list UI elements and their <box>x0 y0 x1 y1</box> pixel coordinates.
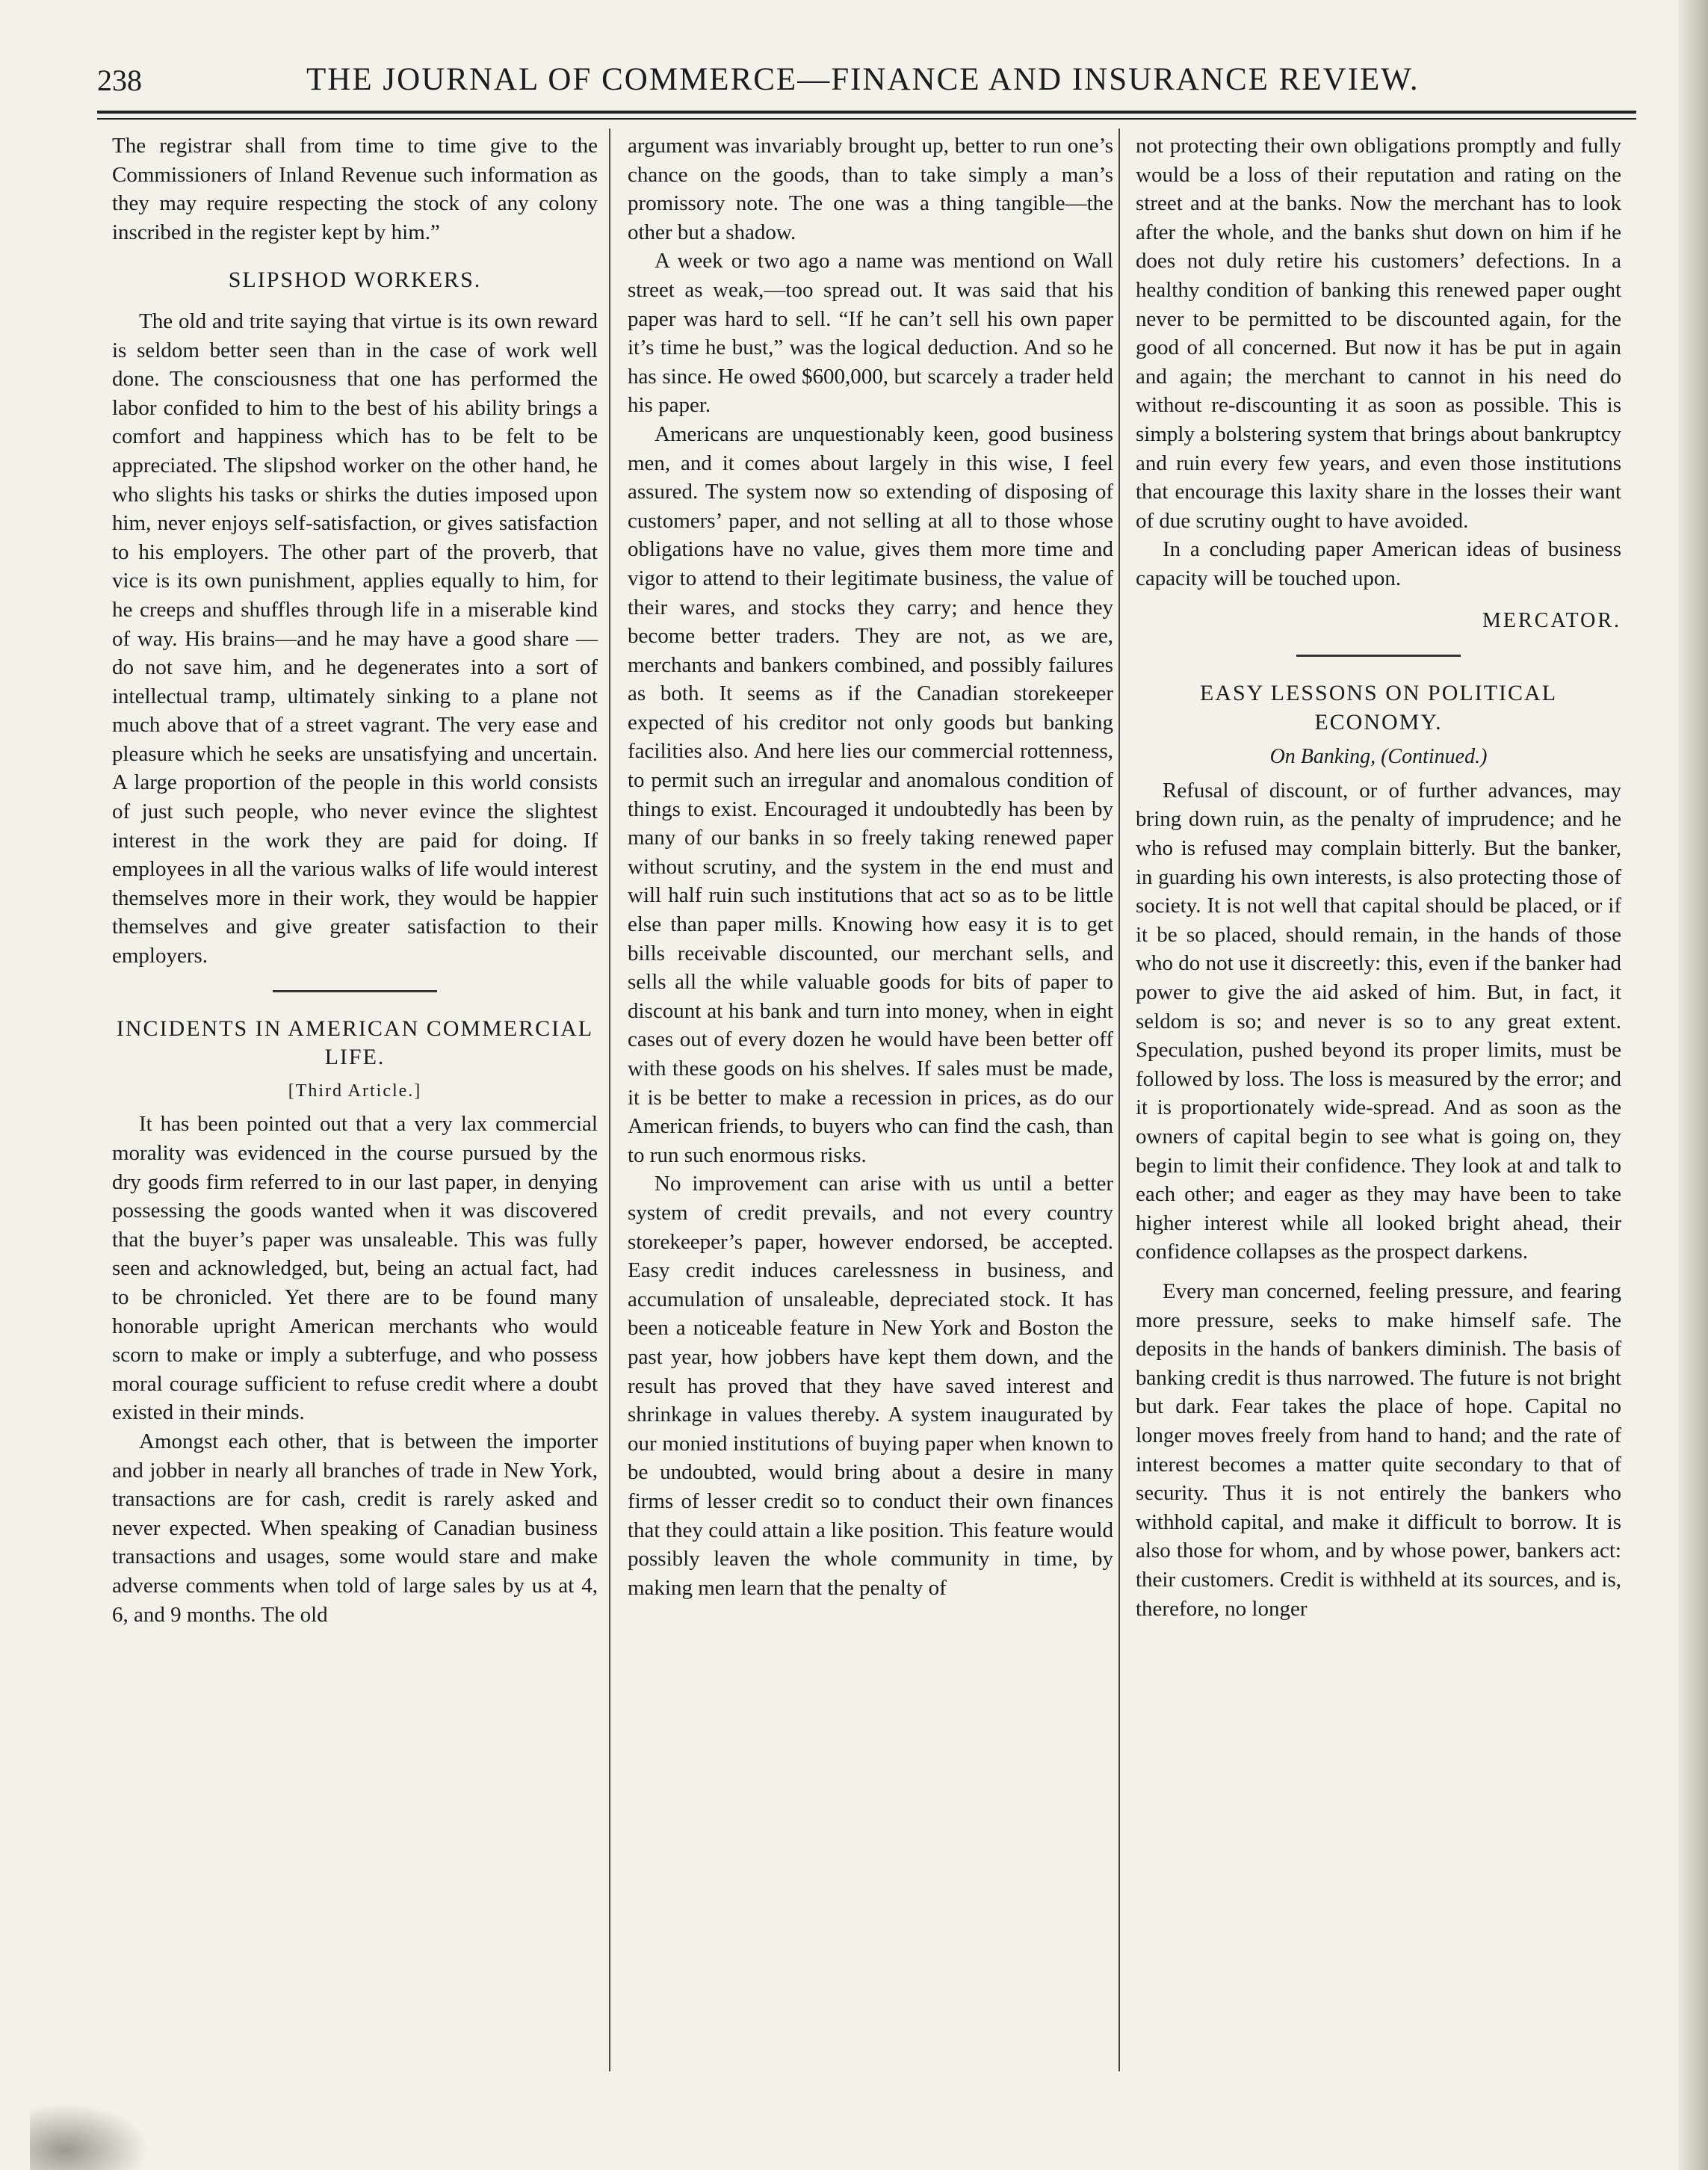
section-heading: INCIDENTS IN AMERICAN COMMERCIAL LIFE. <box>116 1016 594 1070</box>
page-edge-shadow <box>1678 0 1708 2170</box>
author-signature: MERCATOR. <box>1482 608 1621 632</box>
paragraph: Amongst each other, that is between the importer and jobber in nearly all branches of trade in New York, transactions are for cash, credit is rarely asked and never expected. When speaking of Canadian business transactions and usages, some would stare and make adverse comments when told of large sales by us at 4, 6, and 9 months. The old <box>112 1429 598 1627</box>
page-number: 238 <box>97 64 142 97</box>
paragraph: Every man concerned, feeling pressure, and fearing more pressure, seeks to make himself safe. The deposits in the hands of bankers diminish. The basis of banking credit is thus narrowed. The future is not bright but dark. Fear takes the place of hope. Capital no longer moves freely from hand to hand; and the rate of interest becomes a matter quite secondary to that of security. Thus it is not entirely the bankers who withhold capital, and make it difficult to borrow. It is also those for whom, and by whose power, bankers act: their customers. Credit is withheld at its sources, and is, therefore, no longer <box>1136 1279 1621 1621</box>
section-subheading: [Third Article.] <box>288 1081 422 1101</box>
paragraph: It has been pointed out that a very lax commercial morality was evidenced in the course pursued by the dry goods firm referred to in our last paper, in denying possessing the goods wanted when it was discovered that the buyer’s paper was unsaleable. This was fully seen and acknowledged, but, being an actual fact, had to be chronicled. Yet there are to be found many honorable upright American merchants who would scorn to make or imply a subterfuge, and who possess moral courage sufficient to refuse credit where a doubt existed in their minds. <box>112 1112 598 1425</box>
column-3 <box>1136 132 1621 2074</box>
header-rule-thin <box>97 118 1636 120</box>
paragraph: not protecting their own obligations promptly and fully would be a loss of their reputation and rating on the street and at the banks. Now the merchant has to look after the whole, and the banks shut down on him if he does not duly retire his customers’ defections. In a healthy condition of banking this renewed paper ought never to be permitted to be discounted again, for the good of all concerned. But now it has be put in again and again; the merchant to cannot in his need do without re-discounting it as soon as possible. This is simply a bolstering system that brings about bankruptcy and ruin every few years, and even those institutions that encourage this laxity share in the losses their want of due scrutiny ought to have avoided. <box>1136 134 1621 533</box>
scan-smudge <box>30 2103 149 2170</box>
paragraph: Americans are unquestionably keen, good business men, and it comes about largely in this wise, I feel assured. The system now so extending of disposing of customers’ paper, and not selling at all to those whose obligations have no value, gives them more time and vigor to attend to their legitimate business, the value of their wares, and stocks they carry; and hence they become better traders. They are not, as we are, merchants and bankers combined, and possibly failures as both. It seems as if the Canadian storekeeper expected of his creditor not only goods but banking facilities also. And here lies our commercial rottenness, to permit such an irregular and anomalous condition of things to exist. Encouraged it undoubtedly has been by many of our banks in so freely taking renewed paper without scrutiny, and the system in the end must and will half ruin such institutions that act so as to be little else than paper mills. Knowing how easy it is to get bills receivable discounted, our merchant sells, and sells all the while valuable goods for bits of paper to discount at his bank and turn into money, when in eight cases out of every dozen he would have been better off with these goods on his shelves. If sales must be made, it is be better to make a recession in prices, as do our American friends, to buyers who can find the cash, than to run such enormous risks. <box>628 421 1113 1167</box>
section-separator <box>1296 655 1461 657</box>
paragraph: argument was invariably brought up, better to run one’s chance on the goods, than to take simply a man’s promissory note. The one was a thing tangible—the other but a shadow. <box>628 134 1113 244</box>
column-2 <box>628 132 1113 2074</box>
header-rule <box>97 111 1636 114</box>
section-subheading: On Banking, (Continued.) <box>1269 745 1488 769</box>
paragraph: Refusal of discount, or of further advances, may bring down ruin, as the penalty of imprudence; and he who is refused may complain bitterly. But the banker, in guarding his own interests, is also protecting those of society. It is not well that capital should be placed, or if it be so placed, should remain, in the hands of those who do not use it discreetly: this, even if the banker had power to give the aid asked of him. But, in fact, it seldom is so; and never is so to any great extent. Speculation, pushed beyond its proper limits, must be followed by loss. The loss is measured by the error; and it is proportionately wide-spread. And as soon as the owners of capital begin to see what is going on, they begin to limit their confidence. They look at and talk to each other; and eager as they may have been to take higher interest while all looked bright ahead, their confidence collapses as the prospect darkens. <box>1136 778 1621 1264</box>
column-1 <box>112 132 598 2074</box>
column-divider <box>609 129 610 2071</box>
paragraph: No improvement can arise with us until a better system of credit prevails, and not every country storekeeper’s paper, however endorsed, be accepted. Easy credit induces carelessness in business, and accumulation of unsaleable, depreciated stock. It has been a noticeable feature in New York and Boston the past year, how jobbers have kept them down, and the result has proved that they have saved interest and shrinkage in values thereby. A system inaugurated by our monied institutions of buying paper when known to be undoubted, would bring about a desire in many firms of lesser credit so to conduct their own finances that they could attain a like position. This feature would possibly leaven the whole community in time, by making men learn that the penalty of <box>628 1172 1113 1600</box>
paragraph: A week or two ago a name was mentiond on Wall street as weak,—too spread out. It was said that his paper was hard to sell. “If he can’t sell his own paper it’s time he bust,” was the logical deduction. And so he has since. He owed $600,000, but scarcely a trader held his paper. <box>628 249 1113 418</box>
paragraph: The old and trite saying that virtue is its own reward is seldom better seen than in the case of work well done. The consciousness that one has performed the labor confided to him to the best of his ability brings a comfort and happiness which has to be felt to be appreciated. The slipshod worker on the other hand, he who slights his tasks or shirks the duties imposed upon him, never enjoys self-satisfaction, or gives satisfaction to his employers. The other part of the proverb, that vice is its own punishment, applies equally to him, for he creeps and shuffles through life in a miserable kind of way. His brains—and he may have a good share —do not save him, and he degenerates into a sort of intellectual tramp, ultimately sinking to a plane not much above that of a street vagrant. The very ease and pleasure which he seeks are unsatisfying and uncertain. A large proportion of the people in this world consists of just such people, who never evince the slightest interest in the work they are paid for doing. If employees in all the various walks of life would interest themselves more in their work, they would be happier themselves and give greater satisfaction to their employers. <box>112 309 598 968</box>
paragraph: In a concluding paper American ideas of business capacity will be touched upon. <box>1136 537 1621 590</box>
masthead <box>97 58 1636 103</box>
paragraph: The registrar shall from time to time give to the Commissioners of Inland Revenue such information as they may require respecting the stock of any colony inscribed in the register kept by him.” <box>112 134 598 244</box>
section-heading: EASY LESSONS ON POLITICAL ECONOMY. <box>1199 681 1558 735</box>
section-separator <box>273 990 437 992</box>
column-divider <box>1118 129 1120 2071</box>
journal-title: THE JOURNAL OF COMMERCE—FINANCE AND INSURANCE REVIEW. <box>306 62 1420 97</box>
section-heading: SLIPSHOD WORKERS. <box>228 268 482 293</box>
